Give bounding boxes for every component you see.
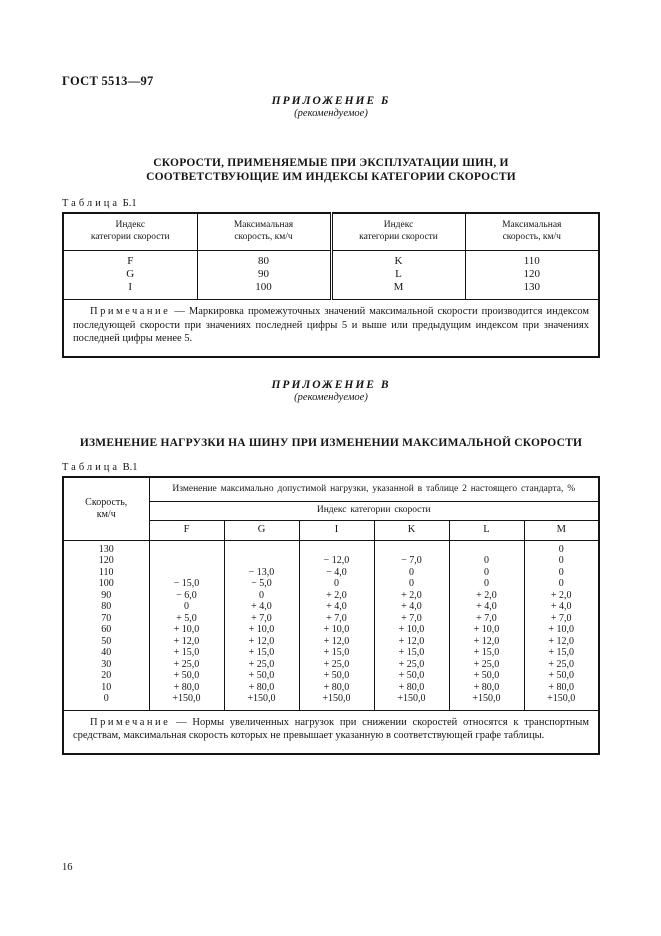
table-cell: + 15,0: [299, 647, 374, 659]
table-cell: − 6,0: [149, 590, 224, 602]
table-cell: + 10,0: [224, 624, 299, 636]
table-cell: + 15,0: [524, 647, 599, 659]
table-cell: L: [331, 268, 465, 281]
table-cell: + 50,0: [374, 670, 449, 682]
table-cell: + 80,0: [149, 682, 224, 694]
table-row: [63, 251, 599, 269]
table-cell: + 15,0: [449, 647, 524, 659]
table-cell: + 4,0: [524, 601, 599, 613]
table-cell: +150,0: [299, 693, 374, 710]
table-row: [63, 613, 599, 625]
appendix-v-section: [62, 379, 600, 755]
index-col-header-f: F: [149, 520, 224, 540]
load-change-table-body: [63, 540, 599, 710]
appendix-b-section: [62, 95, 600, 358]
table-cell: + 12,0: [299, 636, 374, 648]
table-cell: + 80,0: [224, 682, 299, 694]
appendix-b-heading-line1: СКОРОСТИ, ПРИМЕНЯЕМЫЕ ПРИ ЭКСПЛУАТАЦИИ ШИН, И: [153, 157, 509, 169]
table-cell: 10: [63, 682, 149, 694]
table-cell: 120: [465, 268, 599, 281]
table-cell: + 25,0: [524, 659, 599, 671]
table-cell: 0: [449, 555, 524, 567]
table-cell: 130: [63, 540, 149, 555]
table-cell: + 50,0: [524, 670, 599, 682]
table-cell: 0: [374, 567, 449, 579]
table-cell: 0: [224, 590, 299, 602]
table-cell: + 25,0: [149, 659, 224, 671]
appendix-v-title: ПРИЛОЖЕНИЕ В: [271, 379, 391, 391]
table-cell: + 7,0: [224, 613, 299, 625]
table-cell: + 7,0: [449, 613, 524, 625]
table-b1-label-word: Таблица: [62, 198, 121, 209]
table-row: [63, 682, 599, 694]
index-category-header: Индекс категории скорости: [149, 501, 599, 520]
table-cell: + 12,0: [149, 636, 224, 648]
table-cell: + 25,0: [224, 659, 299, 671]
table-cell: 80: [63, 601, 149, 613]
table-cell: 0: [299, 578, 374, 590]
table-cell: + 12,0: [374, 636, 449, 648]
table-cell: + 2,0: [299, 590, 374, 602]
table-cell: + 80,0: [299, 682, 374, 694]
table-cell: K: [331, 251, 465, 269]
table-cell: [449, 540, 524, 555]
table-cell: I: [63, 281, 197, 300]
table-note-row: [63, 710, 599, 754]
table-cell: 0: [63, 693, 149, 710]
table-cell: +150,0: [449, 693, 524, 710]
table-cell: − 7,0: [374, 555, 449, 567]
table-cell: − 5,0: [224, 578, 299, 590]
table-row: [63, 281, 599, 300]
speed-index-table-body: [63, 251, 599, 300]
table-cell: + 80,0: [524, 682, 599, 694]
table-cell: 0: [524, 567, 599, 579]
table-v1-label-word: Таблица: [62, 462, 121, 473]
table-cell: [149, 567, 224, 579]
column-header: Индекс категории скорости: [63, 213, 197, 251]
table-cell: + 80,0: [374, 682, 449, 694]
index-col-header-g: G: [224, 520, 299, 540]
table-cell: 30: [63, 659, 149, 671]
table-cell: + 50,0: [299, 670, 374, 682]
table-cell: +150,0: [374, 693, 449, 710]
table-cell: [224, 555, 299, 567]
table-cell: [374, 540, 449, 555]
table-cell: + 2,0: [374, 590, 449, 602]
column-header: Максимальная скорость, км/ч: [465, 213, 599, 251]
load-change-table: [62, 476, 600, 755]
table-cell: 0: [449, 578, 524, 590]
appendix-b-heading: [62, 156, 600, 184]
table-b1-note: [63, 300, 599, 357]
table-cell: 90: [63, 590, 149, 602]
table-cell: + 50,0: [149, 670, 224, 682]
table-cell: 100: [63, 578, 149, 590]
appendix-v-heading-line1: ИЗМЕНЕНИЕ НАГРУЗКИ НА ШИНУ ПРИ ИЗМЕНЕНИИ МАКСИМАЛЬНОЙ СКОРОСТИ: [79, 437, 583, 449]
column-header: Максимальная скорость, км/ч: [197, 213, 331, 251]
table-cell: 80: [197, 251, 331, 269]
table-row: [63, 268, 599, 281]
table-cell: 100: [197, 281, 331, 300]
table-row: [63, 647, 599, 659]
table-cell: [224, 540, 299, 555]
load-change-span-header: Изменение максимально допустимой нагрузки, указанной в таблице 2 настоящего стандарта, %: [149, 477, 599, 501]
table-cell: + 25,0: [449, 659, 524, 671]
appendix-v-heading: [62, 436, 600, 450]
table-cell: + 25,0: [374, 659, 449, 671]
table-cell: 60: [63, 624, 149, 636]
table-cell: 0: [374, 578, 449, 590]
speed-index-table-head: [63, 213, 599, 251]
table-cell: 0: [524, 578, 599, 590]
table-cell: 90: [197, 268, 331, 281]
table-row: [63, 540, 599, 555]
table-cell: + 7,0: [374, 613, 449, 625]
table-cell: +150,0: [224, 693, 299, 710]
table-cell: − 13,0: [224, 567, 299, 579]
table-v1-note: [63, 710, 599, 754]
note-text: — Нормы увеличенных нагрузок при снижении скоростей относятся к транспортным средствам, максимальная скорость которых не превышает указанную в соответствующей графе таблицы.: [73, 716, 589, 741]
load-change-table-head: [63, 477, 599, 540]
table-b1-label: [62, 198, 600, 209]
appendix-b-subtitle: (рекомендуемое): [294, 108, 368, 119]
table-note-row: [63, 300, 599, 357]
note-label: Примечание: [90, 306, 171, 317]
table-cell: M: [331, 281, 465, 300]
table-cell: + 25,0: [299, 659, 374, 671]
table-row: [63, 693, 599, 710]
table-row: [63, 601, 599, 613]
table-row: [63, 578, 599, 590]
table-cell: + 10,0: [374, 624, 449, 636]
table-cell: +150,0: [524, 693, 599, 710]
table-cell: 120: [63, 555, 149, 567]
table-row: [63, 590, 599, 602]
table-cell: + 4,0: [449, 601, 524, 613]
appendix-v-subtitle: (рекомендуемое): [294, 392, 368, 403]
table-cell: + 80,0: [449, 682, 524, 694]
table-cell: 40: [63, 647, 149, 659]
table-cell: + 10,0: [299, 624, 374, 636]
speed-column-header: Скорость, км/ч: [63, 477, 149, 540]
table-cell: [149, 540, 224, 555]
table-cell: + 2,0: [524, 590, 599, 602]
table-v1-label: [62, 462, 600, 473]
table-row: [63, 624, 599, 636]
table-cell: + 12,0: [449, 636, 524, 648]
table-cell: + 50,0: [449, 670, 524, 682]
table-row: [63, 555, 599, 567]
table-cell: + 2,0: [449, 590, 524, 602]
table-cell: + 7,0: [299, 613, 374, 625]
table-cell: 130: [465, 281, 599, 300]
table-cell: − 15,0: [149, 578, 224, 590]
table-v1-label-number: В.1: [122, 462, 138, 473]
table-cell: + 10,0: [149, 624, 224, 636]
table-cell: 110: [63, 567, 149, 579]
note-label: Примечание: [90, 716, 171, 728]
column-header: Индекс категории скорости: [331, 213, 465, 251]
table-cell: + 4,0: [374, 601, 449, 613]
table-cell: + 15,0: [149, 647, 224, 659]
table-cell: + 10,0: [449, 624, 524, 636]
standard-number: ГОСТ 5513—97: [62, 74, 154, 88]
table-cell: + 4,0: [224, 601, 299, 613]
appendix-b-title: ПРИЛОЖЕНИЕ Б: [271, 95, 391, 107]
table-row: [63, 659, 599, 671]
index-col-header-k: K: [374, 520, 449, 540]
table-cell: 70: [63, 613, 149, 625]
speed-index-table: [62, 212, 600, 358]
table-cell: 0: [524, 540, 599, 555]
note-text: — Маркировка промежуточных значений максимальной скорости производится индексом последующей скорости при значениях последней цифры 5 и выше или предыдущим индексом при значениях последней цифры менее 5.: [73, 306, 589, 344]
table-cell: +150,0: [149, 693, 224, 710]
table-row: [63, 636, 599, 648]
page-number: 16: [62, 862, 73, 873]
table-cell: 110: [465, 251, 599, 269]
table-cell: − 4,0: [299, 567, 374, 579]
table-cell: 20: [63, 670, 149, 682]
table-row: [63, 567, 599, 579]
index-col-header-m: M: [524, 520, 599, 540]
table-cell: F: [63, 251, 197, 269]
table-cell: + 7,0: [524, 613, 599, 625]
table-cell: 50: [63, 636, 149, 648]
table-cell: G: [63, 268, 197, 281]
table-cell: + 10,0: [524, 624, 599, 636]
table-cell: [149, 555, 224, 567]
table-cell: − 12,0: [299, 555, 374, 567]
table-b1-label-number: Б.1: [122, 198, 137, 209]
table-cell: 0: [449, 567, 524, 579]
index-col-header-i: I: [299, 520, 374, 540]
table-cell: 0: [524, 555, 599, 567]
table-cell: + 12,0: [524, 636, 599, 648]
index-col-header-l: L: [449, 520, 524, 540]
table-cell: + 5,0: [149, 613, 224, 625]
table-cell: 0: [149, 601, 224, 613]
table-cell: + 12,0: [224, 636, 299, 648]
table-cell: + 15,0: [374, 647, 449, 659]
table-cell: + 4,0: [299, 601, 374, 613]
table-cell: + 50,0: [224, 670, 299, 682]
table-row: [63, 670, 599, 682]
table-cell: [299, 540, 374, 555]
appendix-b-heading-line2: СООТВЕТСТВУЮЩИЕ ИМ ИНДЕКСЫ КАТЕГОРИИ СКОРОСТИ: [146, 171, 516, 183]
table-cell: + 15,0: [224, 647, 299, 659]
